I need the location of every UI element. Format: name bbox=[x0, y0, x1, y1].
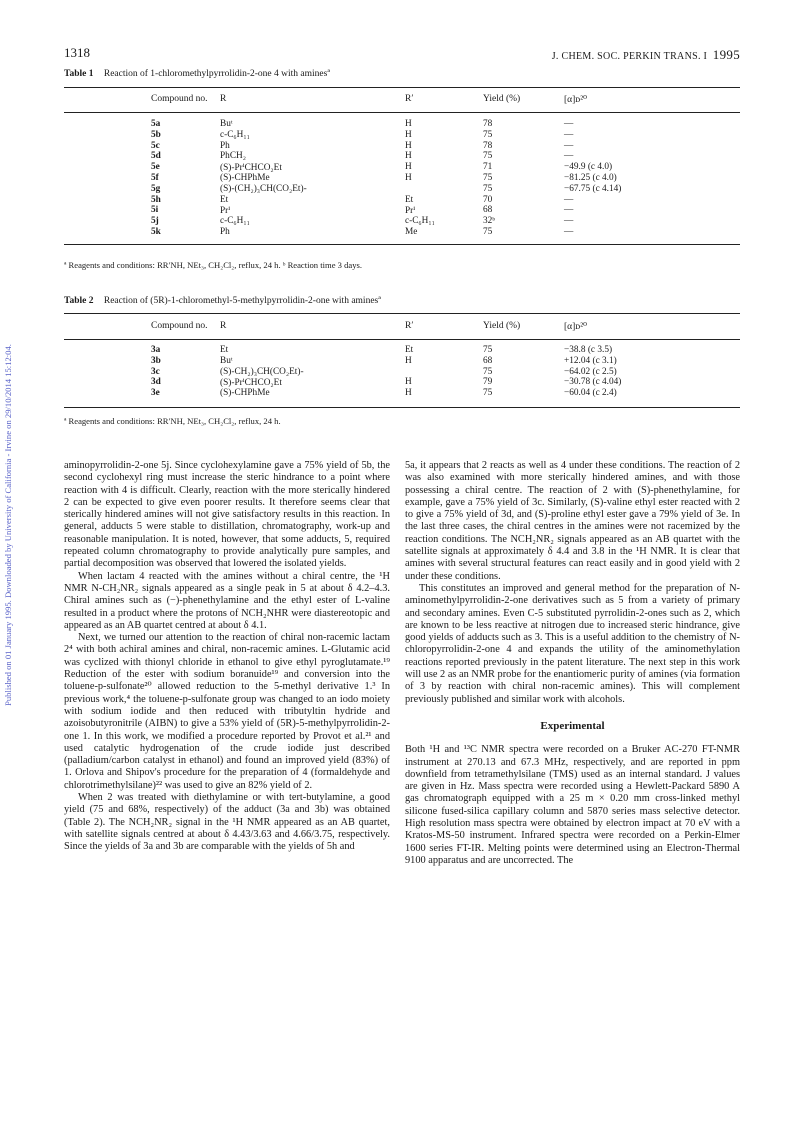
cell-compound: 3a bbox=[151, 345, 161, 355]
table1-body bbox=[64, 119, 740, 238]
cell-rotation: −49.9 (c 4.0) bbox=[564, 162, 613, 173]
table1-title: Reaction of 1-chloromethylpyrrolidin-2-one 4 with aminesª bbox=[103, 69, 330, 79]
cell-compound: 5b bbox=[151, 129, 161, 140]
cell-r-prime: Et bbox=[405, 345, 414, 355]
cell-r: PhCH₂ bbox=[220, 151, 246, 162]
cell-compound: 3c bbox=[151, 366, 160, 377]
cell-r: Ph bbox=[220, 226, 230, 237]
cell-yield: 71 bbox=[483, 162, 493, 173]
table1-col-compound: Compound no. bbox=[151, 94, 208, 104]
table2-label: Table 2 bbox=[64, 296, 94, 306]
cell-yield: 75 bbox=[483, 129, 493, 140]
table2-title: Reaction of (5R)-1-chloromethyl-5-methylpyrrolidin-2-one with aminesª bbox=[103, 296, 381, 306]
cell-yield: 70 bbox=[483, 194, 493, 205]
cell-r: Ph bbox=[220, 140, 230, 151]
cell-r-prime: Me bbox=[405, 226, 418, 237]
table-row bbox=[64, 216, 740, 227]
cell-r: (S)-CHPhMe bbox=[220, 172, 270, 183]
table-row bbox=[64, 345, 740, 356]
table1-label: Table 1 bbox=[64, 69, 94, 79]
cell-r-prime: H bbox=[405, 172, 412, 183]
cell-r-prime: H bbox=[405, 162, 412, 173]
table-row bbox=[64, 151, 740, 162]
table1-bottom-rule bbox=[64, 244, 740, 245]
journal-year: 1995 bbox=[712, 47, 740, 62]
cell-compound: 5d bbox=[151, 151, 161, 162]
cell-r-prime: H bbox=[405, 377, 412, 388]
cell-yield: 32ᵇ bbox=[483, 216, 496, 227]
cell-r: Prⁱ bbox=[220, 206, 231, 217]
download-notice bbox=[1, 215, 15, 835]
table-row bbox=[64, 184, 740, 195]
cell-rotation: — bbox=[564, 119, 574, 129]
cell-rotation: −30.78 (c 4.04) bbox=[564, 377, 622, 388]
paragraph: Next, we turned our attention to the reaction of chiral non-racemic lactam 2⁴ with both achiral amines and chiral, non-racemic amines. L-Glutamic acid was cyclized with thionyl chloride in ethanol to give ethyl pyroglutamate.¹⁹ Reduction of the ester with sodium boranuide¹⁹ and conversion into the toluene-p-sulfonate²⁰ allowed reduction to the 5-methyl derivative 1.³ In previous work,⁴ the toluene-p-sulfonate group was changed to an iodo moiety with sodium iodide and then reduced with tributyltin hydride and azoisobutyronitrile (AIBN) to give a 53% yield of (5R)-5-methylpyrrolidin-2-one 1. In this work, we modified a procedure reported by Provot et al.²¹ and used catalytic hydrogenation of the crude iodide just described (palladium/carbon catalyst in ethanol) and found an improved yield (83%) of 1. Orlova and Shipov's procedure for the preparation of 4 (formaldehyde and chlorotrimethylsilane)²² was used to give an 82% yield of 2. bbox=[64, 632, 390, 791]
cell-compound: 5e bbox=[151, 162, 160, 173]
table-row bbox=[64, 377, 740, 388]
cell-r-prime: Et bbox=[405, 194, 414, 205]
cell-r: (S)-CHPhMe bbox=[220, 388, 270, 399]
table2-caption bbox=[64, 296, 381, 306]
table1-top-rule bbox=[64, 87, 740, 88]
left-column bbox=[64, 460, 390, 854]
table2-header-rule bbox=[64, 339, 740, 340]
cell-yield: 79 bbox=[483, 377, 493, 388]
table-row bbox=[64, 162, 740, 173]
cell-yield: 75 bbox=[483, 172, 493, 183]
paragraph: This constitutes an improved and general method for the preparation of N-aminomethylpyrrolidin-2-one derivatives such as 5 from a variety of primary and secondary amines. Even C-5 substituted pyrrolidin-2-ones such as 2, which are known to be less reactive at nitrogen due to increased steric hindrance, give good yields of adducts such as 3. This is a useful addition to the chemistry of N-chloropyrrolidin-2-one 4 and expands the utility of the aminomethylation reactions reported previously in the patent literature. The next step in this work will use 2 as an NMR probe for the enantiomeric purity of amines (via formation of 3 by reaction with chiral non-racemic amines). This will complement previously published and similar work with alcohols. bbox=[405, 582, 740, 705]
cell-yield: 78 bbox=[483, 119, 493, 129]
table1-col-rotation: [α]ᴅ²⁰ bbox=[564, 95, 587, 105]
cell-compound: 3b bbox=[151, 355, 161, 366]
cell-r: (S)-CH₂)₃CH(CO₂Et)- bbox=[220, 366, 304, 377]
table2-footnote: ª Reagents and conditions: RR′NH, NEt₃, CH₂Cl₂, reflux, 24 h. bbox=[64, 416, 281, 426]
cell-rotation: — bbox=[564, 194, 574, 205]
cell-rotation: −67.75 (c 4.14) bbox=[564, 183, 622, 194]
cell-r-prime: c-C₆H₁₁ bbox=[405, 216, 435, 227]
cell-compound: 5a bbox=[151, 119, 161, 129]
download-notice-text: Published on 01 January 1995. Downloaded by University of California - Irvine on 29/10/2014 15:12:04. bbox=[3, 344, 13, 706]
cell-compound: 3e bbox=[151, 388, 160, 399]
right-column bbox=[405, 460, 740, 867]
table2-col-r: R bbox=[220, 321, 227, 331]
table-row bbox=[64, 356, 740, 367]
cell-r: Buᵗ bbox=[220, 119, 233, 129]
cell-r-prime: H bbox=[405, 119, 412, 129]
cell-r-prime: H bbox=[405, 151, 412, 162]
cell-compound: 5h bbox=[151, 194, 161, 205]
table1-header bbox=[64, 94, 740, 110]
table2-col-compound: Compound no. bbox=[151, 321, 208, 331]
cell-rotation: — bbox=[564, 151, 574, 162]
table-row bbox=[64, 141, 740, 152]
cell-rotation: −81.25 (c 4.0) bbox=[564, 172, 617, 183]
cell-r-prime: H bbox=[405, 140, 412, 151]
table1-header-rule bbox=[64, 112, 740, 113]
cell-r: (S)-PrⁱCHCO₂Et bbox=[220, 163, 282, 174]
cell-r: (S)-(CH₂)₃CH(CO₂Et)- bbox=[220, 183, 307, 194]
paragraph: 5a, it appears that 2 reacts as well as 4 under these conditions. The reaction of 2 was also examined with more sterically hindered amines, and with those possessing a chiral centre. The reaction of 2 with (S)-phenethylamine, for example, gave a 75% yield of 3c. Similarly, (S)-valine ethyl ester reacted with 2 to give a 75% yield of 3d, and (S)-proline ethyl ester gave a 79% yield of 3e. In the last three cases, the chiral centres in the amines were not racemized by the reaction conditions. The NCH₂NR₂ signals appeared as an AB quartet with the satellite signals at approximately δ 4.4 and 3.8 in the ¹H NMR. It is clear that amines with several structural features can react easily and in good yield with 2 under these conditions. bbox=[405, 460, 740, 582]
table2-col-r-prime: R′ bbox=[405, 321, 414, 331]
table2-bottom-rule bbox=[64, 407, 740, 408]
cell-rotation: +12.04 (c 3.1) bbox=[564, 355, 617, 366]
cell-r-prime: H bbox=[405, 388, 412, 399]
table-row bbox=[64, 173, 740, 184]
table2-body bbox=[64, 345, 740, 399]
cell-r: c-C₆H₁₁ bbox=[220, 216, 250, 227]
table2-top-rule bbox=[64, 313, 740, 314]
cell-compound: 5c bbox=[151, 140, 160, 151]
cell-r: c-C₆H₁₁ bbox=[220, 129, 250, 140]
cell-yield: 75 bbox=[483, 151, 493, 162]
table1-col-r: R bbox=[220, 94, 227, 104]
table-row bbox=[64, 388, 740, 399]
cell-r: Et bbox=[220, 345, 229, 355]
cell-rotation: — bbox=[564, 216, 574, 227]
cell-r: Et bbox=[220, 194, 229, 205]
journal-name: J. CHEM. SOC. PERKIN TRANS. I bbox=[551, 51, 708, 62]
table-row bbox=[64, 195, 740, 206]
cell-rotation: — bbox=[564, 129, 574, 140]
table1-col-yield: Yield (%) bbox=[483, 94, 521, 104]
cell-rotation: — bbox=[564, 226, 574, 237]
cell-yield: 75 bbox=[483, 345, 493, 355]
table1-caption bbox=[64, 69, 330, 79]
paragraph: When 2 was treated with diethylamine or with tert-butylamine, a good yield (75 and 68%, respectively) of the adduct (3a and 3b) was obtained (Table 2). The NCH₂NR₂ signal in the ¹H NMR appeared as an AB quartet, with satellite signals centred at about δ 4.43/3.63 and 4.66/3.75, respectively. Since the yields of 3a and 3b are comparable with the yields of 5h and bbox=[64, 792, 390, 853]
cell-rotation: −64.02 (c 2.5) bbox=[564, 366, 617, 377]
table-row bbox=[64, 367, 740, 378]
cell-compound: 3d bbox=[151, 377, 161, 388]
table2-header bbox=[64, 321, 740, 337]
table2-col-rotation: [α]ᴅ²⁰ bbox=[564, 322, 587, 332]
paragraph: When lactam 4 reacted with the amines without a chiral centre, the ¹H NMR N-CH₂NR₂ signals appeared as a single peak in 5 at about δ 4.2–4.3. Chiral amines such as (−)-phenethylamine and the ethyl ester of L-valine resulted in a product where the protons of NCH₂NHR were diastereotopic and appeared as an AB quartet centred at about δ 4.1. bbox=[64, 570, 390, 631]
cell-r: Buᵗ bbox=[220, 355, 233, 366]
cell-r-prime: H bbox=[405, 355, 412, 366]
cell-yield: 75 bbox=[483, 226, 493, 237]
cell-yield: 75 bbox=[483, 366, 493, 377]
table2-col-yield: Yield (%) bbox=[483, 321, 521, 331]
cell-rotation: — bbox=[564, 140, 574, 151]
paragraph: Both ¹H and ¹³C NMR spectra were recorded on a Bruker AC-270 FT-NMR instrument at 270.13 and 67.3 MHz, respectively, and are reported in ppm downfield from tetramethylsilane (TMS) used as an internal standard. J values are given in Hz. Mass spectra were recorded using a Hewlett-Packard 5890 A gas chromatograph equipped with a 25 m × 0.20 mm cross-linked methyl silicone fused-silica capillary column and 5870 series mass selective detector. High resolution mass spectra were obtained by electron impact at 70 eV with a Kratos-MS-50 instrument. Infrared spectra were recorded on a Perkin-Elmer 1600 series FT-IR. Melting points were determined using an Electron-Thermal 9100 apparatus and are uncorrected. The bbox=[405, 744, 740, 866]
table-row bbox=[64, 119, 740, 130]
cell-yield: 68 bbox=[483, 355, 493, 366]
cell-r: (S)-PrⁱCHCO₂Et bbox=[220, 378, 282, 389]
cell-rotation: −38.8 (c 3.5) bbox=[564, 345, 613, 355]
cell-r-prime: H bbox=[405, 129, 412, 140]
section-heading-experimental: Experimental bbox=[540, 719, 605, 732]
table1-footnote: ª Reagents and conditions: RR′NH, NEt₃, CH₂Cl₂, reflux, 24 h. ᵇ Reaction time 3 days. bbox=[64, 260, 363, 270]
cell-yield: 75 bbox=[483, 388, 493, 399]
journal-header bbox=[552, 47, 740, 63]
cell-compound: 5j bbox=[151, 216, 159, 227]
table-row bbox=[64, 205, 740, 216]
cell-yield: 75 bbox=[483, 183, 493, 194]
cell-yield: 68 bbox=[483, 205, 493, 216]
paragraph: aminopyrrolidin-2-one 5j. Since cyclohexylamine gave a 75% yield of 5b, the second cyclohexyl ring must increase the steric hindrance to a point where reaction with 4 is difficult. Clearly, reaction with the more sterically hindered 2 can be expected to give even poorer results. It therefore seems clear that sterically hindered amines will not give satisfactory results in this reaction. In general, adducts 5 were stable to distillation, chromatography, work-up and reasonable manipulation. It is noted, however, that some adducts, 5, required repeated column chromatography to provide analytically pure samples, and partial decomposition was observed that lowered the isolated yields. bbox=[64, 460, 390, 570]
page-number: 1318 bbox=[64, 45, 90, 60]
cell-rotation: −60.04 (c 2.4) bbox=[564, 388, 617, 399]
cell-compound: 5g bbox=[151, 183, 161, 194]
cell-compound: 5f bbox=[151, 172, 159, 183]
cell-r-prime: Prⁱ bbox=[405, 206, 416, 217]
cell-rotation: — bbox=[564, 205, 574, 216]
cell-yield: 78 bbox=[483, 140, 493, 151]
table-row bbox=[64, 227, 740, 238]
cell-compound: 5k bbox=[151, 226, 161, 237]
table1-col-r-prime: R′ bbox=[405, 94, 414, 104]
cell-compound: 5i bbox=[151, 205, 159, 216]
table-row bbox=[64, 130, 740, 141]
